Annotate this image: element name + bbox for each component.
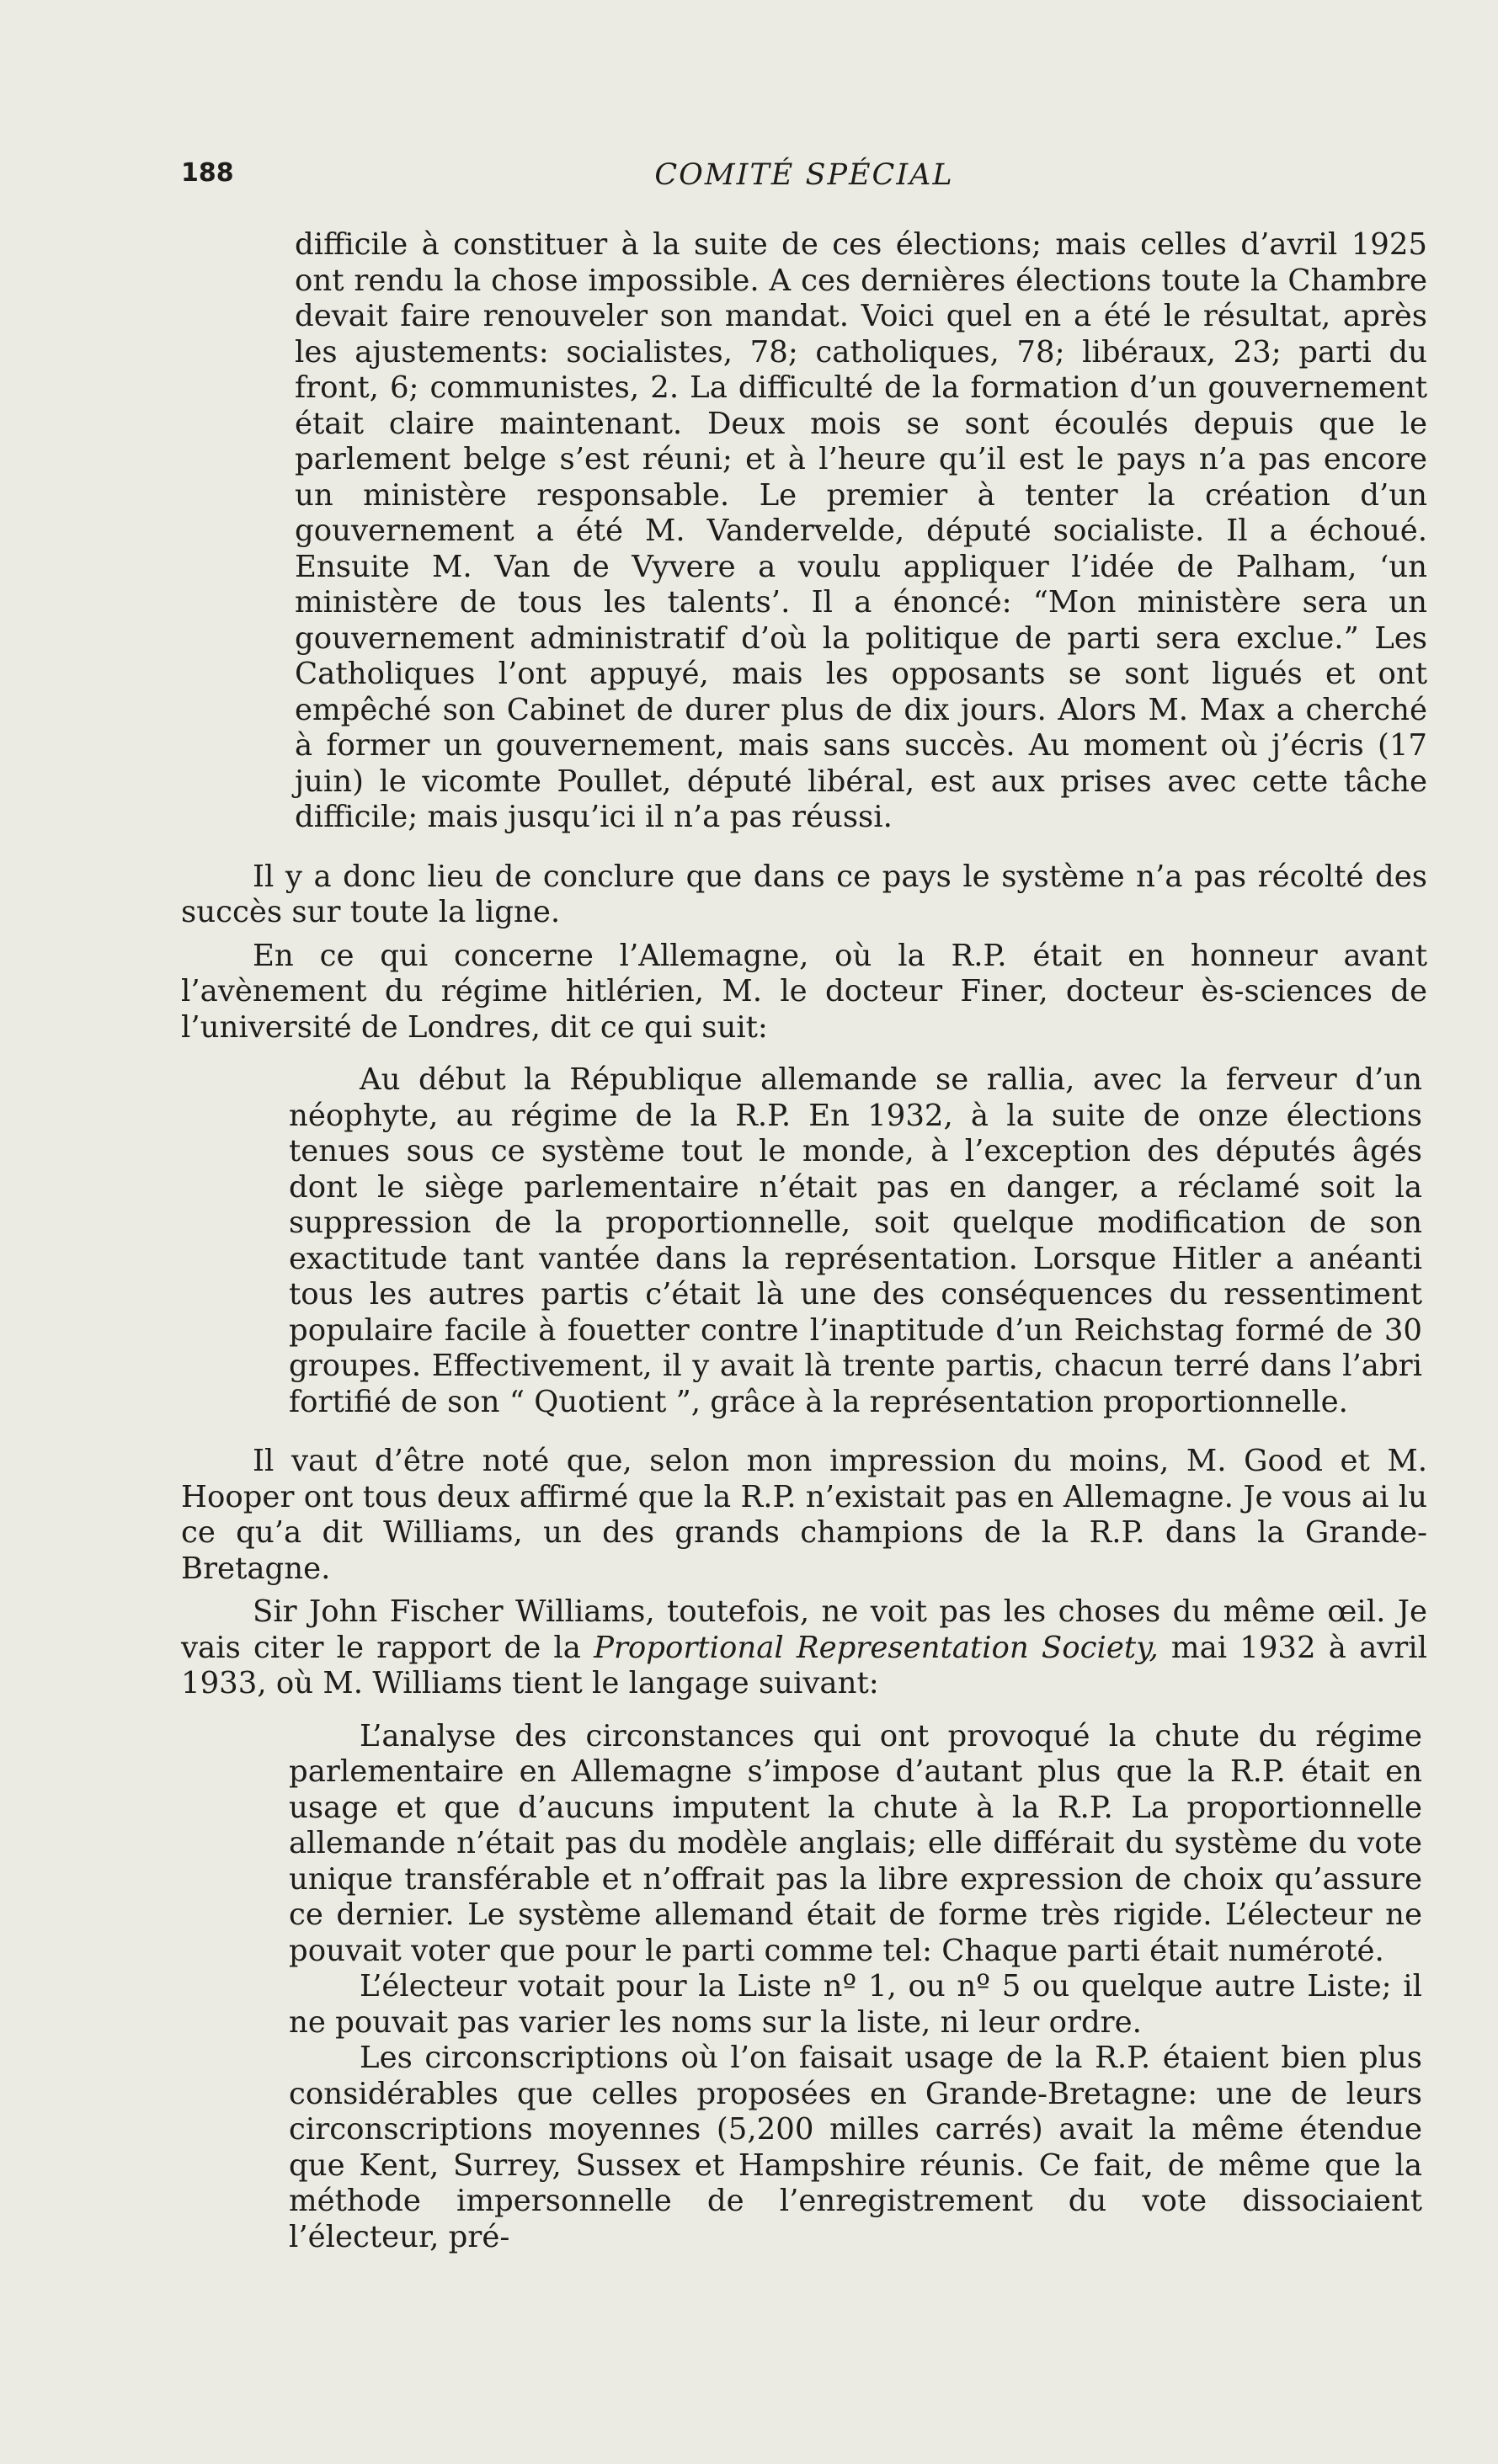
page-header: [181, 158, 1427, 205]
block-quote-finer: Au début la République allemande se rallia, avec la ferveur d’un néophyte, au régime de la R.P. En 1932, à la suite de onze élections tenues sous ce système tout le monde, à l’exception des députés âgés dont le siège parlementaire n’était pas en danger, a réclamé soit la suppression de la proportionnelle, soit quelque modification de son exactitude tant vantée dans la représentation. Lorsque Hitler a anéanti tous les autres partis c’était là une des conséquences du ressentiment populaire facile à fouetter contre l’inaptitude d’un Reichstag formé de 30 groupes. Effectivement, il y avait là trente partis, chacun terré dans l’abri fortifié de son “ Quotient ”, grâce à la représentation proportionnelle.: [289, 1062, 1422, 1419]
society-title: Proportional Representation Society,: [594, 1630, 1159, 1665]
text-segment: mai 1932 à avril 1933, où M. Williams tient le langage suivant:: [181, 1630, 1427, 1700]
paragraph-continued-quote: difficile à constituer à la suite de ces élections; mais celles d’avril 1925 ont rendu la chose impossible. A ces dernières élections toute la Chambre devait faire renouveler son mandat. Voici quel en a été le résultat, après les ajustements: socialistes, 78; catholiques, 78; libéraux, 23; parti du front, 6; communistes, 2. La difficulté de la formation d’un gouvernement était claire maintenant. Deux mois se sont écoulés depuis que le parlement belge s’est réuni; et à l’heure qu’il est le pays n’a pas encore un ministère responsable. Le premier à tenter la création d’un gouvernement a été M. Vandervelde, député socialiste. Il a échoué. Ensuite M. Van de Vyvere a voulu appliquer l’idée de Palham, ‘un ministère de tous les talents’. Il a énoncé: “Mon ministère sera un gouvernement administratif d’où la politique de parti sera exclue.” Les Catholiques l’ont appuyé, mais les opposants se sont ligués et ont empêché son Cabinet de durer plus de dix jours. Alors M. Max a cherché à former un gouvernement, mais sans succès. Au moment où j’écris (17 juin) le vicomte Poullet, député libéral, est aux prises avec cette tâche difficile; mais jusqu’ici il n’a pas réussi.: [295, 227, 1427, 834]
block-quote-williams-3: Les circonscriptions où l’on faisait usage de la R.P. étaient bien plus considérables que celles proposées en Grande-Bretagne: une de leurs circonscriptions moyennes (5,200 milles carrés) avait la même étendue que Kent, Surrey, Sussex et Hampshire réunis. Ce fait, de même que la méthode impersonnelle de l’enregistrement du vote dissociaient l’électeur, pré-: [289, 2041, 1422, 2254]
paragraph-good-hooper: Il vaut d’être noté que, selon mon impression du moins, M. Good et M. Hooper ont tous deux affirmé que la R.P. n’existait pas en Allemagne. Je vous ai lu ce qu’a dit Williams, un des grands champions de la R.P. dans la Grande-Bretagne.: [181, 1444, 1427, 1586]
page-body: [181, 227, 1427, 2255]
page-number: 188: [181, 158, 234, 188]
running-title: COMITÉ SPÉCIAL: [654, 158, 954, 192]
paragraph-conclusion: Il y a donc lieu de conclure que dans ce pays le système n’a pas récolté des succès sur toute la ligne.: [181, 859, 1427, 929]
block-quote-williams-1: L’analyse des circonstances qui ont provoqué la chute du régime parlementaire en Allemagne s’impose d’autant plus que la R.P. était en usage et que d’aucuns imputent la chute à la R.P. La proportionnelle allemande n’était pas du modèle anglais; elle différait du système du vote unique transférable et n’offrait pas la libre expression de choix qu’assure ce dernier. Le système allemand était de forme très rigide. L’électeur ne pouvait voter que pour le parti comme tel: Chaque parti était numéroté.: [289, 1718, 1422, 1968]
block-quote-williams-2: L’électeur votait pour la Liste nº 1, ou nº 5 ou quelque autre Liste; il ne pouvait pas varier les noms sur la liste, ni leur ordre.: [289, 1969, 1422, 2040]
paragraph-germany-intro: En ce qui concerne l’Allemagne, où la R.P. était en honneur avant l’avènement du régime hitlérien, M. le docteur Finer, docteur ès-sciences de l’université de Londres, dit ce qui suit:: [181, 938, 1427, 1045]
text-segment: Sir John Fischer Williams, toutefois, ne voit pas les choses du même œil. Je vais citer le rapport de la: [181, 1594, 1427, 1665]
paragraph-williams-intro: [181, 1594, 1427, 1702]
